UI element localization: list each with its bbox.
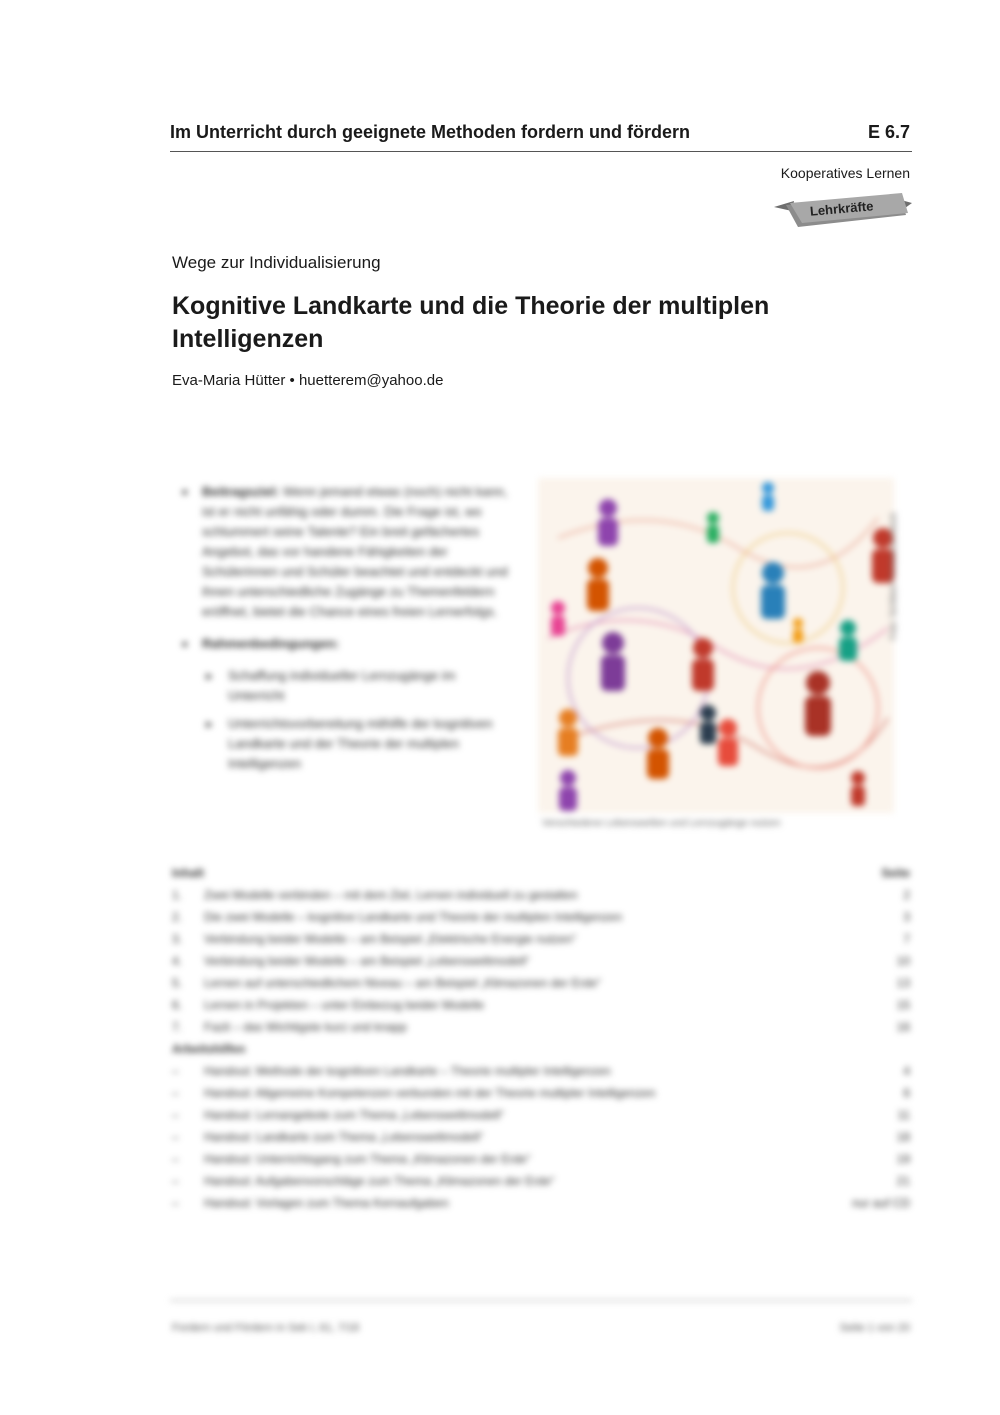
table-of-contents (172, 862, 912, 1214)
materials-page: 6 (903, 1086, 910, 1100)
toc-heading: Inhalt (172, 866, 204, 880)
toc-heading-row (172, 862, 912, 884)
author-line: Eva-Maria Hütter • huetterem@yahoo.de (172, 372, 444, 389)
materials-page: 11 (897, 1108, 910, 1122)
toc-page-heading: Seite (881, 866, 910, 880)
materials-text: Handout: Vorlagen zum Thema Kernaufgaben (204, 1196, 449, 1210)
condition-item: ▶ Schaffung individueller Lernzugänge im Unterricht (180, 666, 512, 706)
materials-text: Handout: Methode der kognitiven Landkarte – Theorie multipler Intelligenzen (204, 1064, 611, 1078)
materials-row (172, 1192, 912, 1214)
materials-dash: – (172, 1086, 179, 1100)
toc-page: 13 (896, 976, 910, 990)
materials-row (172, 1170, 912, 1192)
article-title: Kognitive Landkarte und die Theorie der multiplen Intelligenzen (172, 292, 770, 353)
footer-source: Fordern und Fördern in Sek I, 61, 7/18 (172, 1322, 360, 1334)
toc-num: 7. (172, 1020, 183, 1034)
materials-row (172, 1126, 912, 1148)
people-network-image (538, 478, 894, 813)
toc-row (172, 884, 912, 906)
toc-text: Zwei Modelle verbinden – mit dem Ziel, Lernen individuell zu gestalten (204, 888, 578, 902)
materials-text: Handout: Landkarte zum Thema „Lebensweltmodell“ (204, 1130, 484, 1144)
materials-dash: – (172, 1130, 179, 1144)
materials-heading-row (172, 1038, 912, 1060)
toc-page: 15 (896, 998, 910, 1012)
goal-label: Beitragsziel: (202, 484, 280, 499)
toc-text: Verbindung beider Modelle – am Beispiel „Lebensweltmodell“ (204, 954, 530, 968)
goal-text: Wenn jemand etwas (noch) nicht kann, ist er nicht unfähig oder dumm. Die Frage ist, wo schlummert seine Talente? Ein breit gefächertes Angebot, das vor handene Fähigkeiten der Schülerinnen und Schüler beachtet und entdeckt und ihnen unterschiedliche Zugänge zu Themenfeldern eröffnet, bietet die Chance eines freien Lernerfolgs. (202, 484, 508, 619)
header-title: Im Unterricht durch geeignete Methoden fordern und fördern (170, 122, 691, 142)
materials-heading: Arbeitshilfen (172, 1042, 246, 1056)
toc-page: 2 (903, 888, 910, 902)
materials-dash: – (172, 1108, 179, 1122)
toc-num: 6. (172, 998, 183, 1012)
materials-text: Handout: Allgemeine Kompetenzen verbunden mit der Theorie multipler Intelligenzen (204, 1086, 656, 1100)
image-credit: Foto: Schliker/Thinkstock/iStock (888, 512, 898, 640)
toc-page: 7 (903, 932, 910, 946)
materials-row (172, 1060, 912, 1082)
toc-num: 5. (172, 976, 183, 990)
materials-page: nur auf CD (851, 1196, 910, 1210)
materials-page: 4 (903, 1064, 910, 1078)
toc-row (172, 950, 912, 972)
toc-page: 16 (896, 1020, 910, 1034)
condition-item: ▶ Unterrichtsvorbereitung mithilfe der kognitiven Landkarte und der Theorie der multiplen Intelligenzen (180, 714, 512, 774)
toc-page: 10 (896, 954, 910, 968)
intro-goal (180, 482, 512, 622)
toc-row (172, 1016, 912, 1038)
badge-label: Lehrkräfte (809, 198, 874, 219)
materials-row (172, 1104, 912, 1126)
toc-num: 3. (172, 932, 183, 946)
footer-divider (170, 1300, 912, 1301)
toc-num: 2. (172, 910, 183, 924)
materials-dash: – (172, 1064, 179, 1078)
intro-conditions (180, 634, 512, 654)
toc-num: 4. (172, 954, 183, 968)
toc-row (172, 994, 912, 1016)
materials-page: 21 (896, 1174, 910, 1188)
audience-badge (768, 193, 916, 233)
toc-text: Verbindung beider Modelle – am Beispiel „Elektrische Energie nutzen“ (204, 932, 577, 946)
materials-text: Handout: Aufgabenvorschläge zum Thema „Klimazonen der Erde“ (204, 1174, 555, 1188)
page-header (170, 120, 912, 152)
materials-row (172, 1082, 912, 1104)
toc-row (172, 928, 912, 950)
toc-row (172, 972, 912, 994)
toc-text: Die zwei Modelle – kognitive Landkarte und Theorie der multiplen Intelligenzen (204, 910, 623, 924)
toc-text: Lernen auf unterschiedlichem Niveau – am Beispiel „Klimazonen der Erde“ (204, 976, 601, 990)
toc-text: Lernen in Projekten – unter Einbezug beider Modelle (204, 998, 485, 1012)
series-subtitle: Wege zur Individualisierung (172, 253, 381, 272)
toc-num: 1. (172, 888, 183, 902)
materials-dash: – (172, 1152, 179, 1166)
intro-column (180, 482, 512, 782)
materials-text: Handout: Lernangebote zum Thema „Lebensweltmodell“ (204, 1108, 504, 1122)
materials-row (172, 1148, 912, 1170)
image-caption: Verschiedene Lebenswelten und Lernzugänge nutzen (542, 818, 781, 829)
toc-page: 3 (903, 910, 910, 924)
materials-text: Handout: Unterrichtsgang zum Thema „Klimazonen der Erde“ (204, 1152, 531, 1166)
footer-page-number: Seite 1 von 20 (839, 1322, 910, 1334)
category-label: Kooperatives Lernen (780, 165, 910, 181)
conditions-label: Rahmenbedingungen: (202, 636, 340, 651)
materials-page: 18 (896, 1130, 910, 1144)
toc-row (172, 906, 912, 928)
materials-dash: – (172, 1174, 179, 1188)
toc-text: Fazit – das Wichtigste kurz und knapp (204, 1020, 407, 1034)
materials-dash: – (172, 1196, 179, 1210)
section-code: E 6.7 (867, 122, 910, 142)
materials-page: 19 (896, 1152, 910, 1166)
